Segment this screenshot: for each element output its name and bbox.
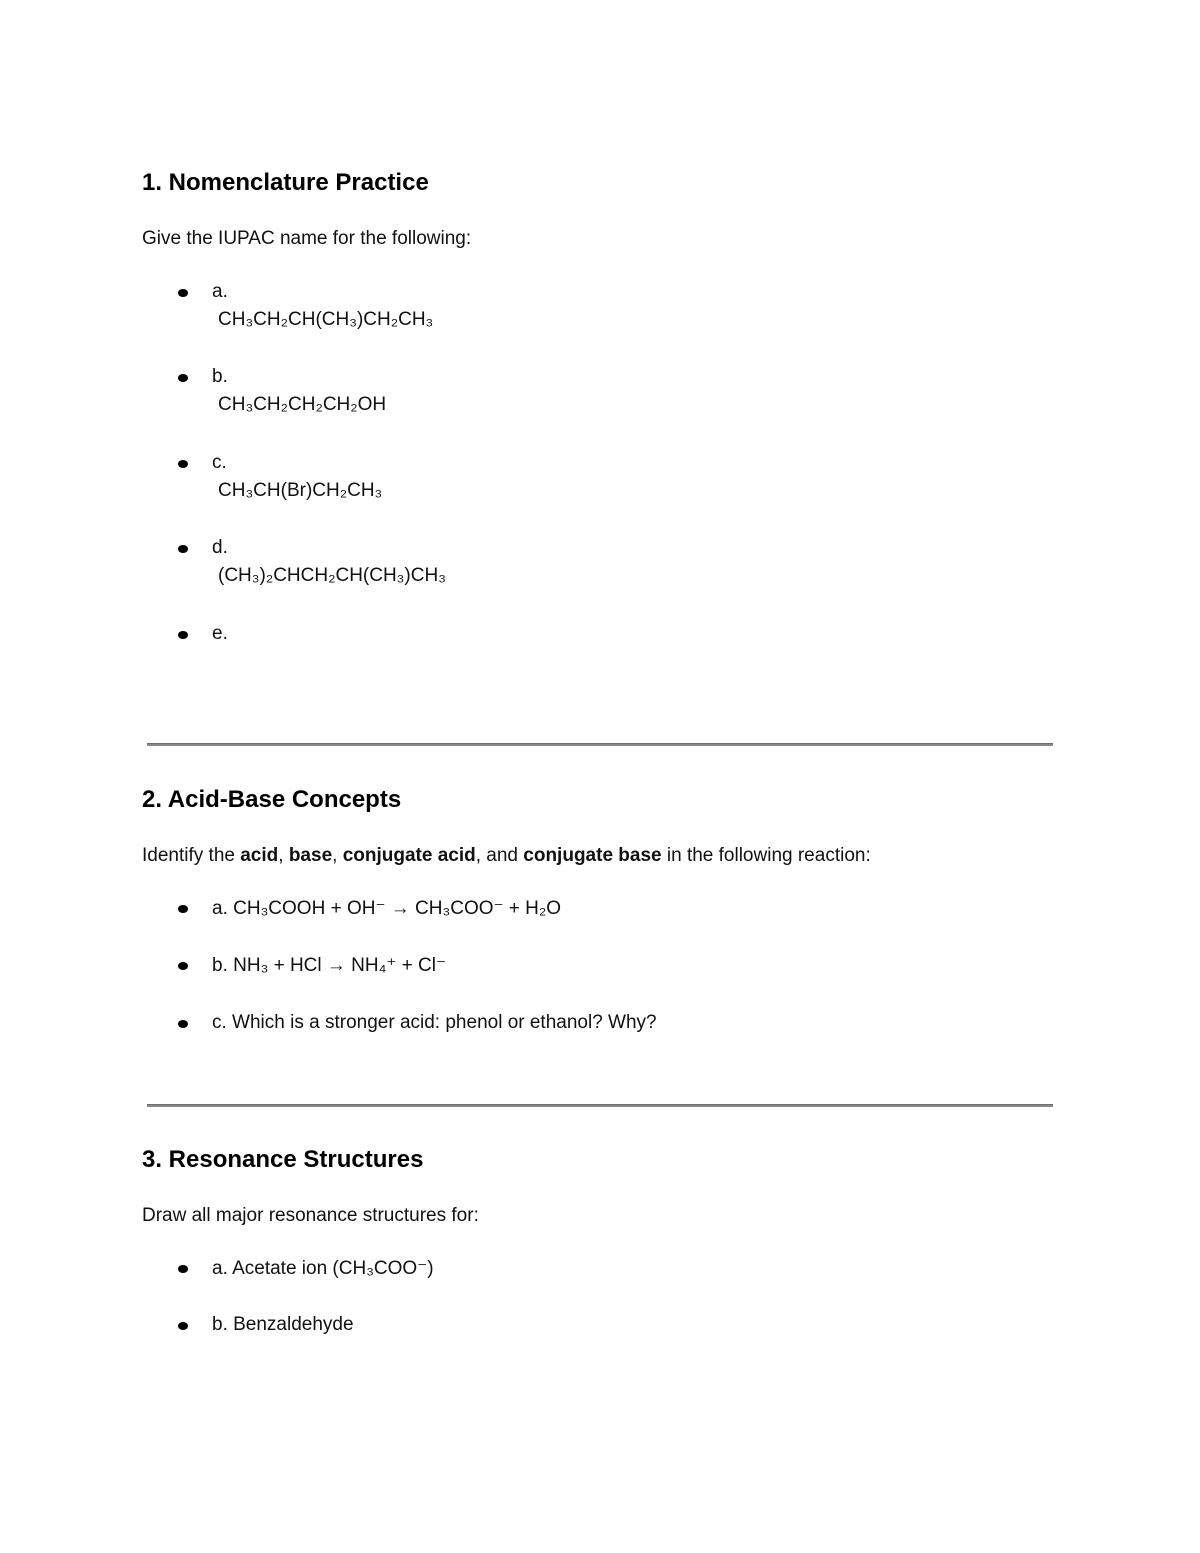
section-3-instruction: Draw all major resonance structures for: xyxy=(142,1205,479,1226)
section-2-heading: 2. Acid-Base Concepts xyxy=(142,786,402,813)
list-item-label: e. xyxy=(212,623,228,644)
list-item-label: d. xyxy=(212,537,228,558)
bullet-icon xyxy=(178,460,188,468)
term-acid: acid xyxy=(240,845,279,866)
list-item-label: c. xyxy=(212,452,227,473)
list-item: c. Which is a stronger acid: phenol or ethanol? Why? xyxy=(212,1012,657,1033)
section-2-instruction xyxy=(142,845,871,867)
instruction-text: , xyxy=(278,845,289,866)
instruction-text: Identify the xyxy=(142,845,241,866)
list-item-formula: CH₃CH₂CH₂CH₂OH xyxy=(218,394,387,415)
list-item-formula: CH₃CH₂CH(CH₃)CH₂CH₃ xyxy=(218,309,434,330)
section-3-heading: 3. Resonance Structures xyxy=(142,1146,424,1173)
list-item-label: a. xyxy=(212,281,228,302)
section-1-instruction: Give the IUPAC name for the following: xyxy=(142,228,472,249)
list-item: a. Acetate ion (CH₃COO⁻) xyxy=(212,1258,434,1279)
list-item-formula: CH₃CH(Br)CH₂CH₃ xyxy=(218,480,383,501)
bullet-icon xyxy=(178,631,188,639)
list-item: b. Benzaldehyde xyxy=(212,1314,354,1335)
term-conjugate-acid: conjugate acid xyxy=(342,845,476,866)
list-item: b. NH₃ + HCl → NH₄⁺ + Cl⁻ xyxy=(212,955,447,976)
list-item-label: b. xyxy=(212,366,228,387)
bullet-icon xyxy=(178,545,188,553)
instruction-text: , and xyxy=(475,845,524,866)
bullet-icon xyxy=(178,962,188,970)
bullet-icon xyxy=(178,1322,188,1330)
section-1-heading: 1. Nomenclature Practice xyxy=(142,169,429,196)
instruction-text: in the following reaction: xyxy=(661,845,871,866)
instruction-text: , xyxy=(332,845,343,866)
list-item: a. CH₃COOH + OH⁻ → CH₃COO⁻ + H₂O xyxy=(212,898,562,919)
bullet-icon xyxy=(178,905,188,913)
bullet-icon xyxy=(178,289,188,297)
divider xyxy=(147,1104,1053,1107)
bullet-icon xyxy=(178,1020,188,1028)
term-base: base xyxy=(288,845,333,866)
bullet-icon xyxy=(178,1265,188,1273)
term-conjugate-base: conjugate base xyxy=(523,845,662,866)
divider xyxy=(147,743,1053,746)
list-item-formula: (CH₃)₂CHCH₂CH(CH₃)CH₃ xyxy=(218,565,446,586)
bullet-icon xyxy=(178,374,188,382)
